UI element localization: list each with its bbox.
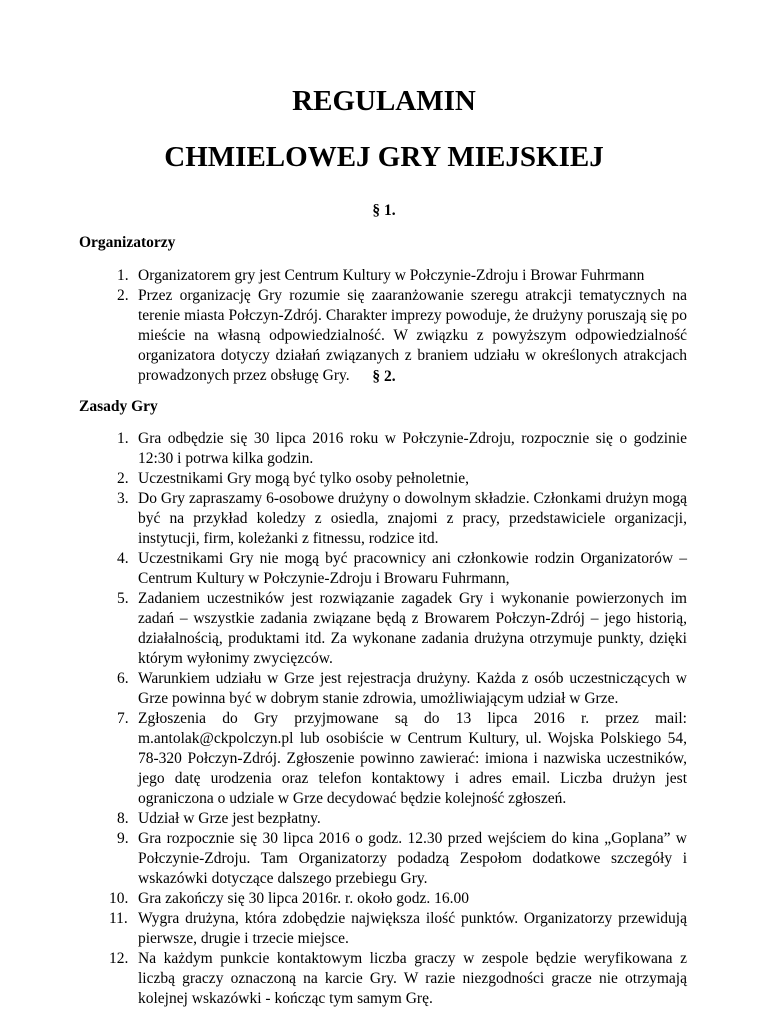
section2-heading: Zasady Gry	[79, 398, 158, 415]
list-item: 2. Przez organizację Gry rozumie się zaaranżowanie szeregu atrakcji tematycznych na terenie miasta Połczyn-Zdrój. Charakter imprezy powoduje, że drużyny poruszają się po mieście na własną odpowiedzialność. W związku z powyższym odpowiedzialność organizatora dotyczy działań związanych z braniem udziału w określonych atrakcjach prowadzonych przez obsługę Gry.	[117, 287, 687, 384]
document-title-line1: REGULAMIN	[292, 85, 476, 117]
document-title-line2: CHMIELOWEJ GRY MIEJSKIEJ	[164, 141, 604, 173]
list-item: 2. Uczestnikami Gry mogą być tylko osoby pełnoletnie,	[117, 470, 470, 487]
list-item: 7. Zgłoszenia do Gry przyjmowane są do 13 lipca 2016 r. przez mail: m.antolak@ckpolczyn.pl lub osobiście w Centrum Kultury, ul. Wojska Polskiego 54, 78-320 Połczyn-Zdrój. Zgłoszenie powinno zawierać: imiona i nazwiska uczestników, jego datę urodzenia oraz telefon kontaktowy i adres email. Liczba drużyn jest ograniczona o udziale w Grze decydować będzie kolejność zgłoszeń.	[117, 710, 687, 807]
list-item: 3. Do Gry zapraszamy 6-osobowe drużyny o dowolnym składzie. Członkami drużyn mogą być na przykład koledzy z osiedla, znajomi z pracy, przedstawiciele organizacji, instytucji, firm, koleżanki z fitnessu, rodzice itd.	[117, 490, 687, 547]
section2-list	[79, 429, 687, 1009]
list-item: 5. Zadaniem uczestników jest rozwiązanie zagadek Gry i wykonanie powierzonych im zadań – wszystkie zadania związane będą z Browarem Połczyn-Zdrój – jego historią, działalnością, produktami itd. Za wykonane zadania drużyna otrzymuje punkty, dzięki którym wyłonimy zwycięzców.	[117, 590, 687, 667]
section1-mark: § 1.	[372, 202, 396, 219]
list-item: 12. Na każdym punkcie kontaktowym liczba graczy w zespole będzie weryfikowana z liczbą graczy oznaczoną na karcie Gry. W razie niezgodności gracze nie otrzymają kolejnej wskazówki - kończąc tym samym Grę.	[109, 950, 687, 1007]
list-item: 1. Gra odbędzie się 30 lipca 2016 roku w Połczynie-Zdroju, rozpocznie się o godzinie 12:30 i potrwa kilka godzin.	[117, 430, 687, 467]
list-item: 8. Udział w Grze jest bezpłatny.	[117, 810, 321, 827]
list-item: 9. Gra rozpocznie się 30 lipca 2016 o godz. 12.30 przed wejściem do kina „Goplana” w Połczynie-Zdroju. Tam Organizatorzy podadzą Zespołom dodatkowe szczegóły i wskazówki dotyczące dalszego przebiegu Gry.	[117, 830, 687, 887]
list-item: 11. Wygra drużyna, która zdobędzie największa ilość punktów. Organizatorzy przewidują pierwsze, drugie i trzecie miejsce.	[109, 910, 687, 947]
list-item: 6. Warunkiem udziału w Grze jest rejestracja drużyny. Każda z osób uczestniczących w Grze powinna być w dobrym stanie zdrowia, umożliwiającym udział w Grze.	[117, 670, 687, 707]
section1-heading: Organizatorzy	[79, 234, 176, 251]
list-item: 10. Gra zakończy się 30 lipca 2016r. r. około godz. 16.00	[109, 890, 470, 907]
list-item: 4. Uczestnikami Gry nie mogą być pracownicy ani członkowie rodzin Organizatorów – Centrum Kultury w Połczynie-Zdroju i Browaru Fuhrmann,	[117, 550, 687, 587]
list-item: 1. Organizatorem gry jest Centrum Kultury w Połczynie-Zdroju i Browar Fuhrmann	[117, 267, 645, 284]
section2-mark: § 2.	[372, 368, 396, 385]
